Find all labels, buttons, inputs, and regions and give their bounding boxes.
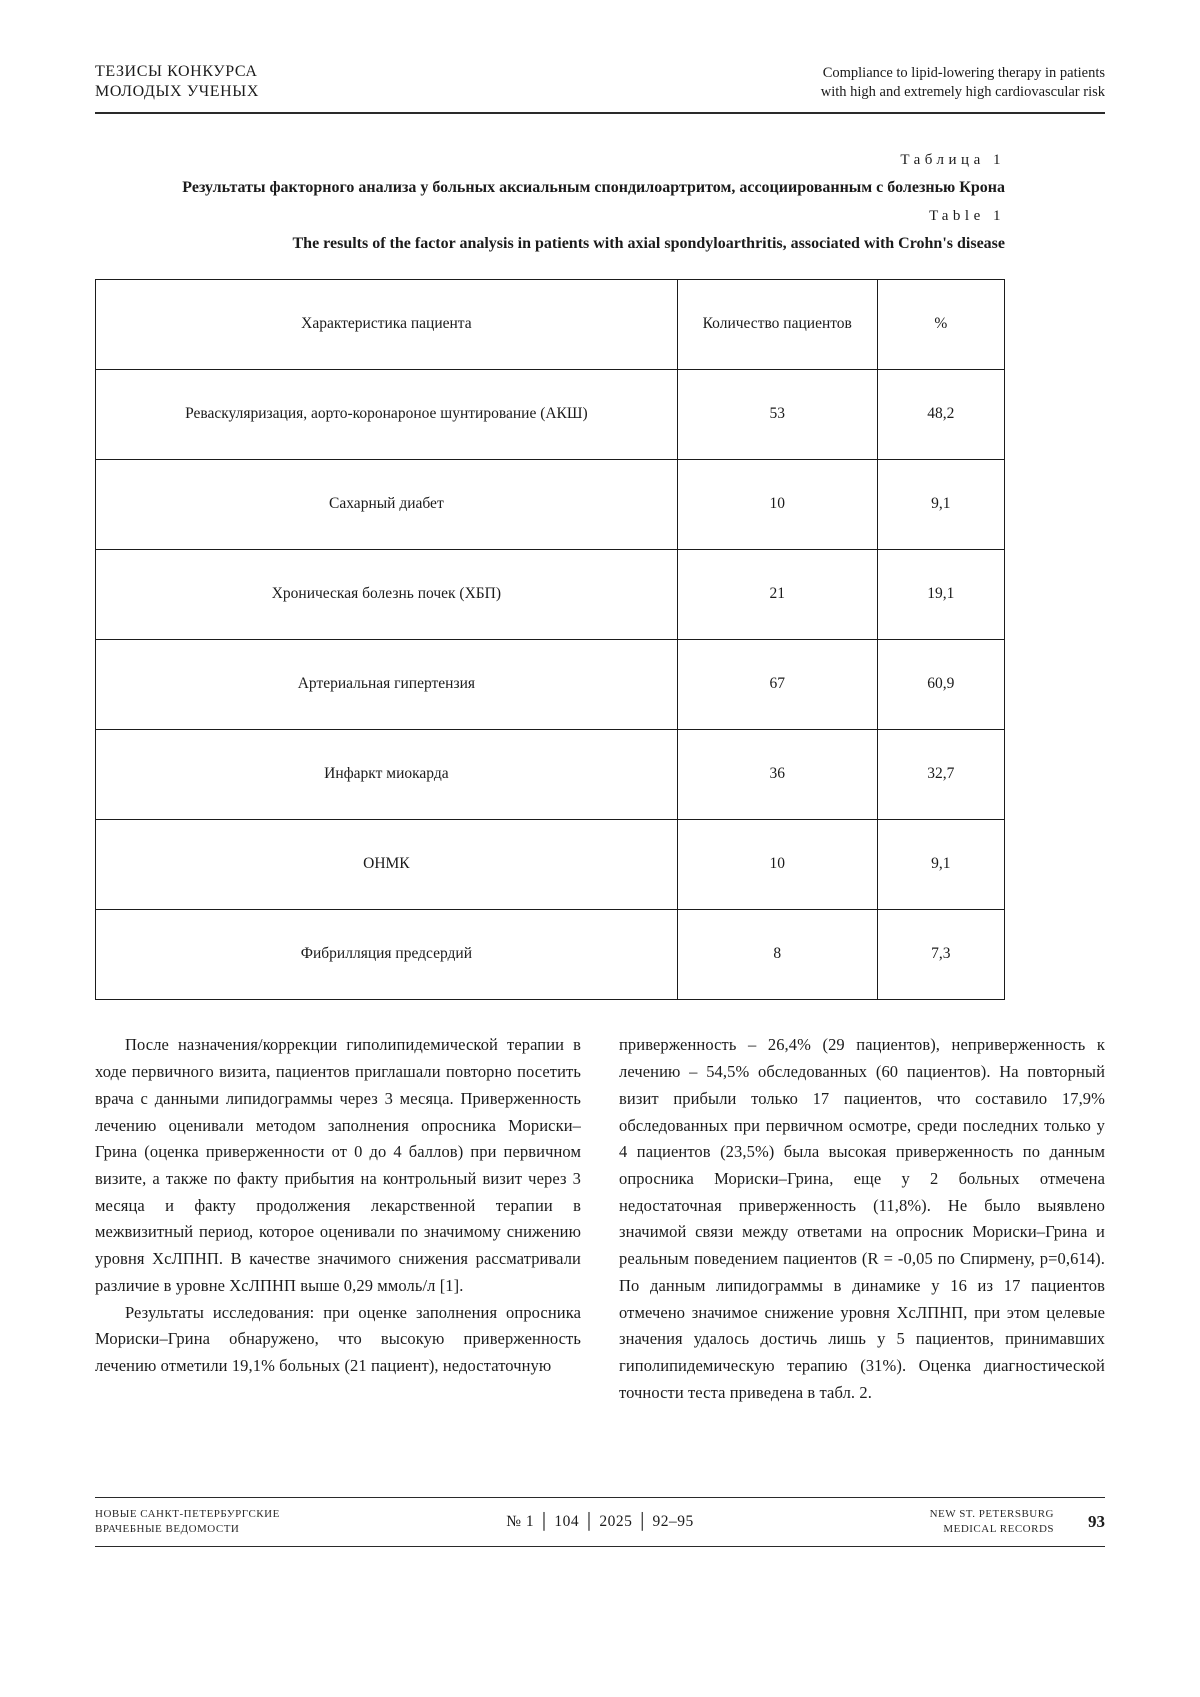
cell-count: 53: [677, 370, 877, 460]
body-column-left: [95, 1032, 581, 1406]
cell-count: 36: [677, 730, 877, 820]
article-running-title: [821, 64, 1105, 102]
table-row: [96, 820, 1005, 910]
cell-count: 10: [677, 460, 877, 550]
journal-name-en-line2: MEDICAL RECORDS: [943, 1522, 1055, 1535]
journal-name-ru: [95, 1507, 506, 1537]
journal-section-line1: ТЕЗИСЫ КОНКУРСА: [95, 63, 258, 80]
journal-name-en: [930, 1507, 1054, 1537]
journal-name-en-line1: NEW ST. PETERSBURG: [929, 1508, 1055, 1520]
table-row: [96, 370, 1005, 460]
table-title-en: The results of the factor analysis in patients with axial spondyloarthritis, associated with Crohn's disease: [292, 235, 1005, 253]
col-header-percent: %: [877, 280, 1004, 370]
journal-name-ru-line2: ВРАЧЕБНЫЕ ВЕДОМОСТИ: [95, 1522, 240, 1535]
page-number: 93: [1088, 1511, 1106, 1531]
page-footer: [95, 1497, 1105, 1547]
cell-percent: 19,1: [877, 550, 1004, 640]
col-header-count: Количество пациентов: [677, 280, 877, 370]
cell-characteristic: Артериальная гипертензия: [96, 640, 678, 730]
cell-percent: 32,7: [877, 730, 1004, 820]
body-column-right: [619, 1032, 1105, 1406]
cell-percent: 9,1: [877, 460, 1004, 550]
body-paragraph: приверженность – 26,4% (29 пациентов), неприверженность к лечению – 54,5% обследованных (60 пациентов). На повторный визит прибыли только 17 пациентов, что составило 17,9% обследованных при первичном осмотре, среди последних только у 4 пациентов (23,5%) была высокая приверженность по данным опросника Мориски–Грина, еще у 2 больных отмечена недостаточная приверженность (11,8%). Не было выявлено значимой связи между ответами на опросник Мориски–Грина и реальным поведением пациентов (R = -0,05 по Спирмену, p=0,614). По данным липидограммы в динамике у 16 из 17 пациентов отмечено значимое снижение уровня ХсЛПНП, при этом целевые значения удалось достичь лишь у 5 пациентов, принимавших гиполипидемическую терапию (31%). Оценка диагностической точности теста приведена в табл. 2.: [619, 1035, 1105, 1402]
table-row: [96, 550, 1005, 640]
cell-percent: 60,9: [877, 640, 1004, 730]
journal-section-line2: МОЛОДЫХ УЧЕНЫХ: [95, 83, 259, 100]
journal-name-ru-line1: НОВЫЕ САНКТ-ПЕТЕРБУРГСКИЕ: [95, 1508, 280, 1520]
journal-section-title: [95, 62, 259, 102]
cell-count: 67: [677, 640, 877, 730]
article-body: [95, 1032, 1105, 1406]
factor-analysis-table: [95, 279, 1005, 1000]
cell-percent: 48,2: [877, 370, 1004, 460]
cell-count: 8: [677, 910, 877, 1000]
footer-right-group: [694, 1507, 1105, 1537]
cell-count: 21: [677, 550, 877, 640]
cell-characteristic: Фибрилляция предсердий: [96, 910, 678, 1000]
table-title-ru: Результаты факторного анализа у больных аксиальным спондилоартритом, ассоциированным с болезнью Крона: [182, 179, 1005, 196]
cell-percent: 9,1: [877, 820, 1004, 910]
running-title-line2: with high and extremely high cardiovascular risk: [820, 84, 1105, 101]
cell-characteristic: ОНМК: [96, 820, 678, 910]
cell-characteristic: Инфаркт миокарда: [96, 730, 678, 820]
cell-characteristic: Хроническая болезнь почек (ХБП): [96, 550, 678, 640]
body-paragraph: После назначения/коррекции гиполипидемической терапии в ходе первичного визита, пациентов приглашали повторно посетить врача с данными липидограммы через 3 месяца. Приверженность лечению оценивали методом заполнения опросника Мориски–Грина (оценка приверженности от 0 до 4 баллов) при первичном визите, а также по факту прибытия на контрольный визит через 3 месяца и факту продолжения лекарственной терапии в межвизитный период, которое оценивали по значимому снижению уровня ХсЛПНП. В качестве значимого снижения рассматривали различие в уровне ХсЛПНП выше 0,29 ммоль/л [1].: [95, 1035, 581, 1295]
table-header-row: [96, 280, 1005, 370]
issue-info: № 1 │ 104 │ 2025 │ 92–95: [506, 1512, 694, 1530]
table-row: [96, 910, 1005, 1000]
running-title-line1: Compliance to lipid-lowering therapy in patients: [822, 65, 1105, 82]
table-label-ru: Таблица 1: [900, 152, 1005, 168]
table-row: [96, 460, 1005, 550]
cell-characteristic: Сахарный диабет: [96, 460, 678, 550]
table-row: [96, 730, 1005, 820]
page-header: [95, 62, 1105, 114]
cell-characteristic: Реваскуляризация, аорто-коронароное шунтирование (АКШ): [96, 370, 678, 460]
body-paragraph: Результаты исследования: при оценке заполнения опросника Мориски–Грина обнаружено, что высокую приверженность лечению отметили 19,1% больных (21 пациент), недостаточную: [95, 1302, 581, 1375]
table-label-en: Table 1: [929, 208, 1005, 225]
cell-count: 10: [677, 820, 877, 910]
table-row: [96, 640, 1005, 730]
col-header-characteristic: Характеристика пациента: [96, 280, 678, 370]
table-caption-block: [95, 152, 1005, 255]
cell-percent: 7,3: [877, 910, 1004, 1000]
